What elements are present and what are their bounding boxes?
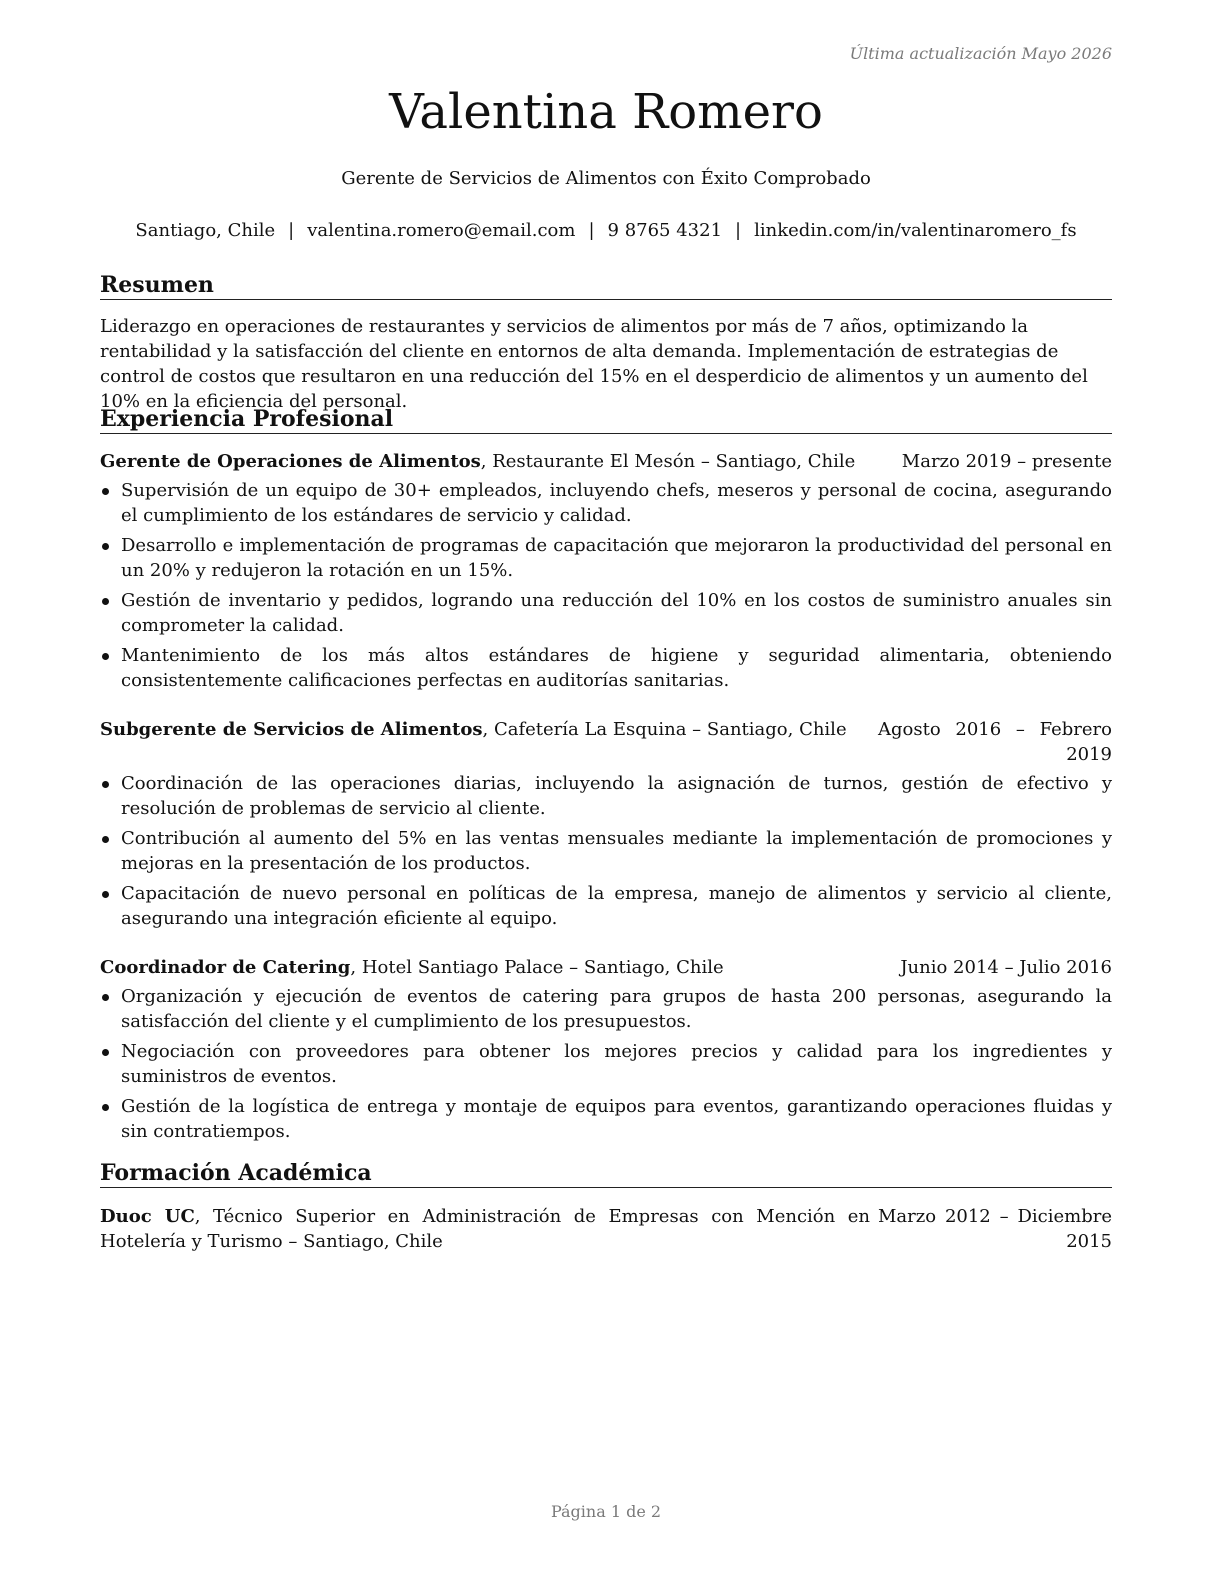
job-bullet — [100, 984, 1112, 1034]
contact-phone: 9 8765 4321 — [607, 220, 723, 241]
section-title-summary: Resumen — [100, 272, 1112, 300]
bullet-icon — [102, 543, 109, 550]
job-place: , Restaurante El Mesón – Santiago, Chile — [480, 451, 856, 472]
job-header — [100, 955, 1112, 980]
contact-separator: | — [735, 220, 742, 241]
bullet-icon — [102, 1104, 109, 1111]
job-bullet — [100, 1094, 1112, 1144]
bullet-icon — [102, 1049, 109, 1056]
contact-separator: | — [288, 220, 295, 241]
job-dates: Marzo 2019 – presente — [901, 451, 1112, 472]
candidate-name: Valentina Romero — [389, 84, 823, 140]
job-bullet-text: Gestión de inventario y pedidos, logrando una reducción del 10% en los costos de suministro anuales sin comprometer la calidad. — [121, 590, 1112, 636]
job-place: , Cafetería La Esquina – Santiago, Chile — [482, 719, 847, 740]
resume-page — [100, 0, 1112, 1584]
job-bullet-list — [100, 771, 1112, 931]
job-place: , Hotel Santiago Palace – Santiago, Chile — [350, 957, 724, 978]
job-bullet-text: Desarrollo e implementación de programas de capacitación que mejoraron la productividad del personal en un 20% y redujeron la rotación en un 15%. — [121, 535, 1112, 581]
job-bullet-text: Gestión de la logística de entrega y montaje de equipos para eventos, garantizando operaciones fluidas y sin contratiempos. — [121, 1096, 1112, 1142]
bullet-icon — [102, 836, 109, 843]
job-bullet-text: Coordinación de las operaciones diarias, incluyendo la asignación de turnos, gestión de efectivo y resolución de problemas de servicio al cliente. — [121, 773, 1112, 819]
job-bullet — [100, 643, 1112, 693]
section-title-education: Formación Académica — [100, 1160, 1112, 1188]
job-bullet — [100, 881, 1112, 931]
section-title-experience: Experiencia Profesional — [100, 406, 1112, 434]
job-bullet-text: Mantenimiento de los más altos estándares de higiene y seguridad alimentaria, obteniendo consistentemente calificaciones perfectas en auditorías sanitarias. — [121, 645, 1112, 691]
education-institution: Duoc UC — [100, 1206, 195, 1227]
job-bullet-text: Organización y ejecución de eventos de catering para grupos de hasta 200 personas, asegurando la satisfacción del cliente y el cumplimiento de los presupuestos. — [121, 986, 1112, 1032]
job-role: Subgerente de Servicios de Alimentos — [100, 719, 483, 740]
job-role: Coordinador de Catering — [100, 957, 351, 978]
job-bullet — [100, 588, 1112, 638]
contact-line — [100, 220, 1112, 241]
job-header — [100, 717, 1112, 767]
job-title-line — [100, 717, 847, 742]
job-dates: Agosto 2016 – Febrero 2019 — [878, 719, 1112, 765]
job-title-line — [100, 449, 855, 474]
contact-email[interactable]: valentina.romero@email.com — [307, 220, 576, 241]
contact-linkedin[interactable]: linkedin.com/in/valentinaromero_fs — [754, 220, 1077, 241]
job-bullet-list — [100, 478, 1112, 693]
job-entry — [100, 449, 1112, 698]
contact-location: Santiago, Chile — [135, 220, 276, 241]
job-bullet-text: Contribución al aumento del 5% en las ventas mensuales mediante la implementación de promociones y mejoras en la presentación de los productos. — [121, 828, 1112, 874]
bullet-icon — [102, 488, 109, 495]
job-header — [100, 449, 1112, 474]
job-bullet — [100, 1039, 1112, 1089]
job-bullet — [100, 533, 1112, 583]
job-title-line — [100, 955, 724, 980]
job-bullet-text: Supervisión de un equipo de 30+ empleados, incluyendo chefs, meseros y personal de cocina, asegurando el cumplimiento de los estándares de servicio y calidad. — [121, 480, 1112, 526]
candidate-headline: Gerente de Servicios de Alimentos con Éxito Comprobado — [341, 168, 871, 189]
bullet-icon — [102, 994, 109, 1001]
last-updated-note: Última actualización Mayo 2026 — [849, 44, 1112, 63]
job-entry — [100, 717, 1112, 936]
job-bullet-list — [100, 984, 1112, 1144]
page-number: Página 1 de 2 — [550, 1502, 662, 1521]
job-bullet — [100, 771, 1112, 821]
contact-separator: | — [588, 220, 595, 241]
job-entry — [100, 955, 1112, 1149]
job-bullet — [100, 826, 1112, 876]
summary-text: Liderazgo en operaciones de restaurantes y servicios de alimentos por más de 7 años, optimizando la rentabilidad y la satisfacción del cliente en entornos de alta demanda. Implementación de estrategias de control de costos que resultaron en una reducción del 15% en el desperdicio de alimentos y un aumento del 10% en la eficiencia del personal. — [100, 316, 1088, 412]
bullet-icon — [102, 891, 109, 898]
job-bullet-text: Negociación con proveedores para obtener los mejores precios y calidad para los ingredientes y suministros de eventos. — [121, 1041, 1112, 1087]
education-entry — [100, 1204, 1112, 1254]
job-role: Gerente de Operaciones de Alimentos — [100, 451, 481, 472]
bullet-icon — [102, 653, 109, 660]
education-degree: , Técnico Superior en Administración de Empresas con Mención en Hotelería y Turismo – Santiago, Chile — [100, 1206, 871, 1252]
job-bullet-text: Capacitación de nuevo personal en políticas de la empresa, manejo de alimentos y servicio al cliente, asegurando una integración eficiente al equipo. — [121, 883, 1112, 929]
education-dates: Marzo 2012 – Diciembre 2015 — [878, 1206, 1112, 1252]
job-bullet — [100, 478, 1112, 528]
bullet-icon — [102, 781, 109, 788]
job-dates: Junio 2014 – Julio 2016 — [900, 957, 1112, 978]
bullet-icon — [102, 598, 109, 605]
education-degree-line — [100, 1204, 870, 1254]
